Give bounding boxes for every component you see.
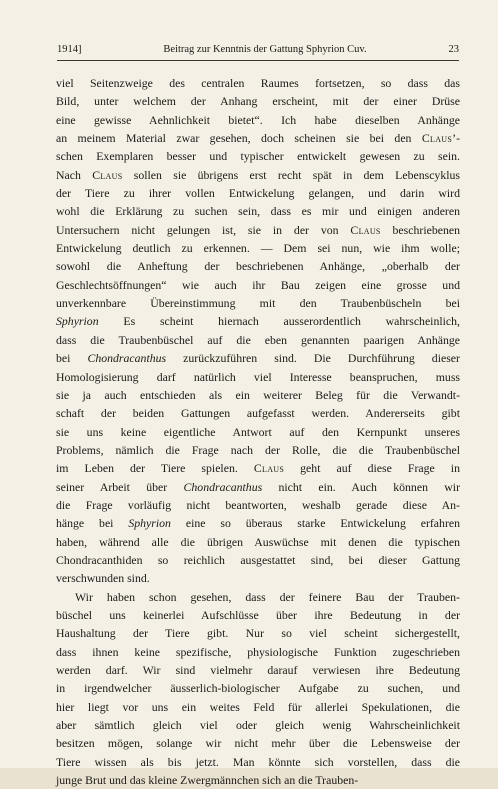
author-name: Claus: [253, 461, 285, 476]
text-line: an meinem Material zwar gesehen, doch scheinen sie bei den Claus’-: [56, 131, 460, 146]
text-line: bei Chondracanthus zurückzuführen sind. Die Durchführung dieser: [56, 351, 460, 366]
author-name: Claus: [421, 131, 453, 146]
header-title: Beitrag zur Kenntnis der Gattung Sphyrion Cuv.: [163, 44, 367, 55]
text-line: schen Exemplaren besser und typischer entwickelt gewesen zu sein.: [56, 149, 460, 164]
text-line: Sphyrion Es scheint hiernach ausserordentlich wahrscheinlich,: [56, 314, 460, 329]
text-line: die Frage vorläufig nicht beantworten, weshalb gerade diese An-: [56, 497, 460, 512]
taxon-name: Sphyrion: [56, 314, 99, 329]
running-header: [57, 43, 459, 57]
header-year: 1914]: [57, 44, 82, 55]
text-line: Chondracanthiden so reichlich ausgestattet sind, bei dieser Gattung: [56, 552, 460, 567]
text-line: im Leben der Tiere spielen. Claus geht auf diese Frage in: [56, 461, 460, 476]
taxon-name: Chondracanthus: [87, 351, 167, 366]
text-line: Haushaltung der Tiere gibt. Nur so viel scheint sichergestellt,: [56, 626, 460, 641]
text-line: dass die Traubenbüschel auf die eben genannten paarigen Anhänge: [56, 332, 460, 347]
text-line: besitzen mögen, solange wir nicht mehr über die Lebensweise der: [56, 736, 460, 751]
text-line: büschel uns keinerlei Aufschlüsse über ihre Bedeutung in der: [56, 607, 460, 622]
text-line: verschwunden sind.: [56, 571, 150, 586]
taxon-name: Chondracanthus: [183, 479, 263, 494]
author-name: Claus: [92, 167, 123, 182]
header-rule: [57, 60, 459, 61]
text-line: sie uns keine eigentliche Antwort auf den Kernpunkt unseres: [56, 424, 460, 439]
body-text: [56, 74, 460, 789]
page-number: 23: [448, 44, 459, 55]
text-line: wohl die Erklärung zu suchen sein, dass es mir und einigen anderen: [56, 204, 460, 219]
text-line: werden darf. Wir sind vielmehr darauf verwiesen ihre Bedeutung: [56, 663, 460, 677]
text-line: hänge bei Sphyrion eine so überaus starke Entwickelung erfahren: [56, 516, 461, 531]
text-line: hier liegt vor uns ein weites Feld für allerlei Spekulationen, die: [56, 699, 460, 714]
text-line: in irgendwelcher äusserlich-biologischer Aufgabe zu suchen, und: [56, 681, 460, 696]
text-line: Bild, unter welchem der Anhang erscheint, mit der einer Drüse: [56, 94, 460, 109]
text-line: Geschlechtsöffnungen“ wie auch ihr Bau zeigen eine grosse und: [56, 277, 460, 292]
taxon-name: Sphyrion: [128, 516, 171, 531]
text-line: schaft der beiden Gattungen aufgefasst werden. Andererseits gibt: [56, 406, 460, 421]
text-line: unverkennbare Übereinstimmung mit den Traubenbüscheln bei: [56, 296, 460, 311]
text-line: aber sämtlich gleich viel oder gleich wenig Wahrscheinlichkeit: [56, 718, 460, 733]
text-line: haben, während alle die übrigen Auswüchse mit denen die typischen: [56, 534, 460, 549]
text-line: sie ja auch entschieden als ein weiterer Beleg für die Verwandt-: [56, 387, 460, 402]
text-line: Entwickelung deutlich zu erkennen. — Dem sei nun, wie ihm wolle;: [56, 241, 460, 256]
text-line: viel Seitenzweige des centralen Raumes fortsetzen, so dass das: [56, 76, 460, 90]
text-line: Nach Claus sollen sie übrigens erst recht spät in dem Lebenscyklus: [56, 167, 460, 182]
text-line: sowohl die Anheftung der beschriebenen Anhänge, „oberhalb der: [56, 259, 460, 274]
text-line: Untersuchern nicht gelungen ist, sie in der von Claus beschriebenen: [56, 222, 461, 237]
text-line: Homologisierung darf natürlich viel Interesse beanspruchen, muss: [56, 369, 460, 384]
text-line: Problems, nämlich die Frage nach der Rolle, die die Traubenbüschel: [56, 442, 460, 457]
author-name: Claus: [350, 222, 381, 237]
text-line: Wir haben schon gesehen, dass der feinere Bau der Trauben-: [75, 589, 460, 604]
text-line: dass ihnen keine spezifische, physiologische Funktion zugeschrieben: [56, 644, 460, 659]
text-line: der Tiere zu ihrer vollen Entwickelung gelangen, und darin wird: [56, 186, 460, 201]
text-line: junge Brut und das kleine Zwergmännchen sich an die Trauben-: [56, 773, 359, 788]
text-line: eine gewisse Aehnlichkeit bietet“. Ich habe dieselben Anhänge: [56, 112, 460, 127]
text-line: Tiere wissen als bis jetzt. Man könnte sich vorstellen, dass die: [56, 754, 460, 769]
text-line: seiner Arbeit über Chondracanthus nicht ein. Auch können wir: [56, 479, 460, 494]
